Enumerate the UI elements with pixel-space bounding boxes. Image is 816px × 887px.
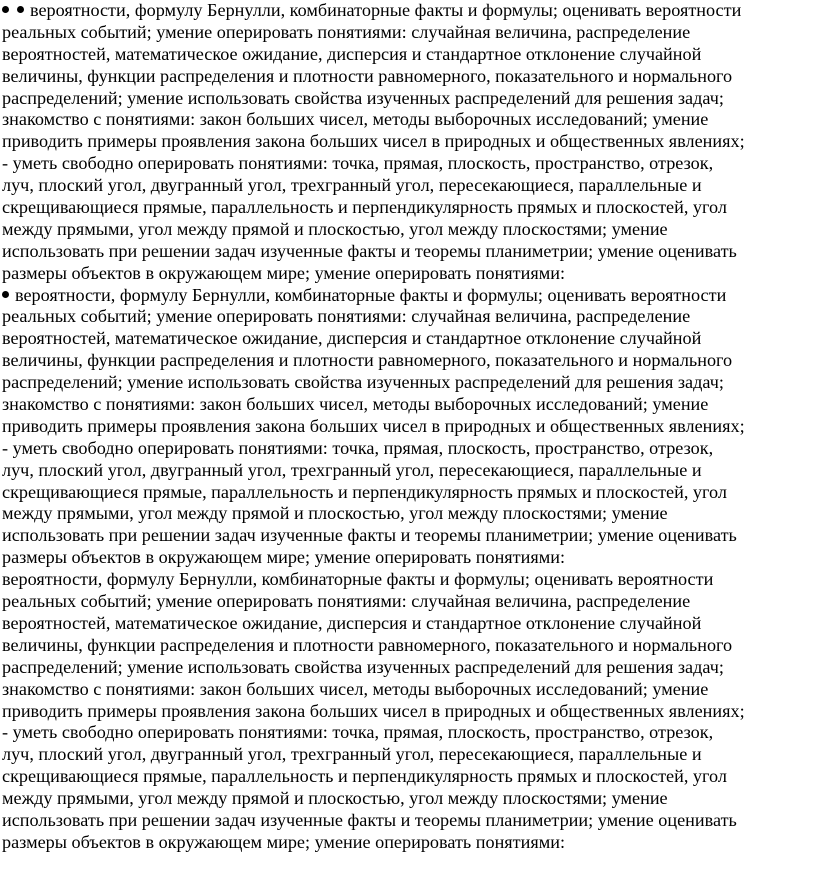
line-text: размеры объектов в окружающем мире; умение оперировать понятиями: <box>2 547 566 568</box>
text-line <box>2 44 814 66</box>
line-text: использовать при решении задач изученные факты и теоремы планиметрии; умение оценивать <box>2 525 737 546</box>
text-line <box>2 306 814 328</box>
line-text: скрещивающиеся прямые, параллельность и перпендикулярность прямых и плоскостей, угол <box>2 481 727 502</box>
text-line <box>2 525 814 547</box>
text-line <box>2 503 814 525</box>
text-line <box>2 591 814 613</box>
line-text: между прямыми, угол между прямой и плоскостью, угол между плоскостями; умение <box>2 218 668 239</box>
line-text: знакомство с понятиями: закон больших чисел, методы выборочных исследований; умение <box>2 109 709 130</box>
text-line <box>2 482 814 504</box>
text-line <box>2 460 814 482</box>
line-text: - уметь свободно оперировать понятиями: точка, прямая, плоскость, пространство, отрезок, <box>2 153 714 174</box>
bullet-icon <box>2 6 9 13</box>
line-text: между прямыми, угол между прямой и плоскостью, угол между плоскостями; умение <box>2 788 668 809</box>
line-text: - уметь свободно оперировать понятиями: точка, прямая, плоскость, пространство, отрезок, <box>2 437 714 458</box>
text-line <box>2 131 814 153</box>
line-text: вероятностей, математическое ожидание, дисперсия и стандартное отклонение случайной <box>2 612 702 633</box>
line-text: использовать при решении задач изученные факты и теоремы планиметрии; умение оценивать <box>2 240 737 261</box>
line-text: вероятностей, математическое ожидание, дисперсия и стандартное отклонение случайной <box>2 43 702 64</box>
line-text: распределений; умение использовать свойства изученных распределений для решения задач; <box>2 87 724 108</box>
line-text: луч, плоский угол, двугранный угол, трехгранный угол, пересекающиеся, параллельные и <box>2 175 702 196</box>
bullet-icon <box>17 6 24 13</box>
text-line <box>2 328 814 350</box>
line-text: распределений; умение использовать свойства изученных распределений для решения задач; <box>2 656 724 677</box>
text-line <box>2 613 814 635</box>
bullet-icon <box>2 291 9 298</box>
text-line <box>2 88 814 110</box>
line-text: приводить примеры проявления закона больших чисел в природных и общественных явлениях; <box>2 131 745 152</box>
text-line <box>2 635 814 657</box>
text-line <box>2 657 814 679</box>
text-line <box>2 788 814 810</box>
line-text: вероятности, формулу Бернулли, комбинаторные факты и формулы; оценивать вероятности <box>15 284 727 305</box>
line-text: реальных событий; умение оперировать понятиями: случайная величина, распределение <box>2 591 691 612</box>
line-text: величины, функции распределения и плотности равномерного, показательного и нормального <box>2 65 733 86</box>
line-text: скрещивающиеся прямые, параллельность и перпендикулярность прямых и плоскостей, угол <box>2 766 727 787</box>
text-line <box>2 722 814 744</box>
line-text: луч, плоский угол, двугранный угол, трехгранный угол, пересекающиеся, параллельные и <box>2 459 702 480</box>
text-line <box>2 416 814 438</box>
line-text: знакомство с понятиями: закон больших чисел, методы выборочных исследований; умение <box>2 678 709 699</box>
line-text: размеры объектов в окружающем мире; умение оперировать понятиями: <box>2 831 566 852</box>
line-text: скрещивающиеся прямые, параллельность и перпендикулярность прямых и плоскостей, угол <box>2 197 727 218</box>
line-text: вероятности, формулу Бернулли, комбинаторные факты и формулы; оценивать вероятности <box>30 0 742 20</box>
text-line <box>2 744 814 766</box>
line-text: - уметь свободно оперировать понятиями: точка, прямая, плоскость, пространство, отрезок, <box>2 722 714 743</box>
line-text: распределений; умение использовать свойства изученных распределений для решения задач; <box>2 372 724 393</box>
text-line <box>2 569 814 591</box>
text-line <box>2 350 814 372</box>
text-line <box>2 701 814 723</box>
line-text: величины, функции распределения и плотности равномерного, показательного и нормального <box>2 634 733 655</box>
text-line <box>2 766 814 788</box>
text-line <box>2 153 814 175</box>
text-line <box>2 394 814 416</box>
line-text: между прямыми, угол между прямой и плоскостью, угол между плоскостями; умение <box>2 503 668 524</box>
text-line <box>2 109 814 131</box>
text-line <box>2 679 814 701</box>
text-line <box>2 219 814 241</box>
line-text: размеры объектов в окружающем мире; умение оперировать понятиями: <box>2 262 566 283</box>
text-line <box>2 175 814 197</box>
text-line <box>2 832 814 854</box>
document-page <box>2 0 814 854</box>
text-line <box>2 438 814 460</box>
text-line <box>2 0 814 22</box>
text-block-3 <box>2 569 814 854</box>
line-text: использовать при решении задач изученные факты и теоремы планиметрии; умение оценивать <box>2 809 737 830</box>
line-text: знакомство с понятиями: закон больших чисел, методы выборочных исследований; умение <box>2 394 709 415</box>
text-line <box>2 197 814 219</box>
line-text: вероятности, формулу Бернулли, комбинаторные факты и формулы; оценивать вероятности <box>2 569 714 590</box>
line-text: приводить примеры проявления закона больших чисел в природных и общественных явлениях; <box>2 700 745 721</box>
line-text: реальных событий; умение оперировать понятиями: случайная величина, распределение <box>2 21 691 42</box>
text-block-2 <box>2 285 814 570</box>
text-line <box>2 241 814 263</box>
line-text: величины, функции распределения и плотности равномерного, показательного и нормального <box>2 350 733 371</box>
line-text: приводить примеры проявления закона больших чисел в природных и общественных явлениях; <box>2 415 745 436</box>
text-block-1 <box>2 0 814 285</box>
text-line <box>2 285 814 307</box>
text-line <box>2 263 814 285</box>
text-line <box>2 547 814 569</box>
line-text: луч, плоский угол, двугранный угол, трехгранный угол, пересекающиеся, параллельные и <box>2 744 702 765</box>
text-line <box>2 22 814 44</box>
line-text: реальных событий; умение оперировать понятиями: случайная величина, распределение <box>2 306 691 327</box>
text-line <box>2 372 814 394</box>
text-line <box>2 66 814 88</box>
text-line <box>2 810 814 832</box>
line-text: вероятностей, математическое ожидание, дисперсия и стандартное отклонение случайной <box>2 328 702 349</box>
